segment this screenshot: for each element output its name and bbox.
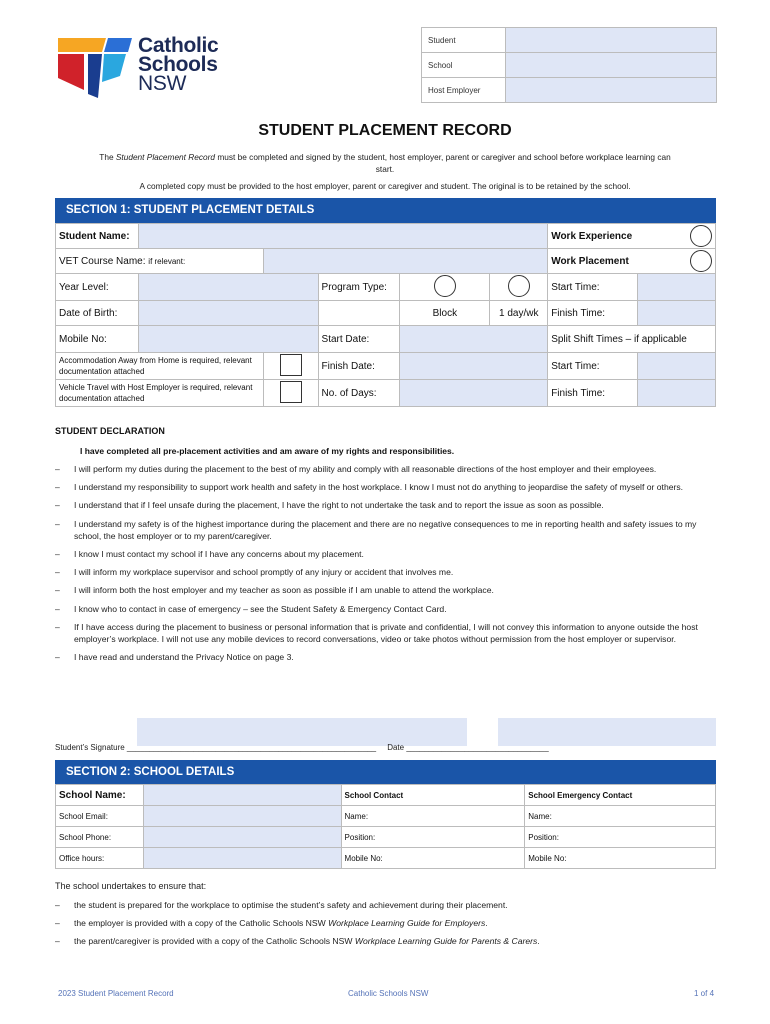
declaration-list — [55, 463, 705, 669]
list-item: – I understand that if I feel unsafe during the placement, I have the right to not undertake the task and to report the issue as soon as possible. — [55, 500, 604, 511]
contact-name-label: Name: — [341, 806, 525, 827]
year-level-field[interactable] — [138, 274, 318, 301]
mobile-field[interactable] — [138, 326, 318, 353]
footer-left: 2023 Student Placement Record — [58, 989, 174, 998]
work-placement-radio[interactable] — [690, 250, 712, 272]
list-item: – I understand my responsibility to support work health and safety in the host workplace. I know I must not do anything to jeopardise the safety of myself or others. — [55, 482, 684, 493]
dob-field[interactable] — [138, 301, 318, 326]
split-start-time-label: Start Time: — [548, 353, 638, 380]
logo-text-line1: Catholic — [138, 34, 219, 57]
list-item: – I will perform my duties during the placement to the best of my ability and comply with all reasonable directions of the host employer and their employees. — [55, 464, 657, 474]
emergency-position-label: Position: — [525, 827, 716, 848]
school-name-label: School Name: — [56, 785, 144, 806]
signature-line: Student’s Signature ________________________________________________________ Date ________________________________ — [55, 743, 549, 752]
school-email-field[interactable] — [143, 806, 341, 827]
school-name-field[interactable] — [143, 785, 341, 806]
block-label: Block — [400, 301, 490, 326]
undertakes-list — [55, 899, 705, 954]
one-day-radio[interactable] — [508, 275, 530, 297]
accommodation-checkbox[interactable] — [280, 354, 302, 376]
list-item: – I know who to contact in case of emergency – see the Student Safety & Emergency Contact Card. — [55, 603, 447, 614]
emergency-mobile-label: Mobile No: — [525, 848, 716, 869]
list-item: – If I have access during the placement to business or personal information that is private and confidential, I will not convey this information to anyone outside the host employer’s workplace. I will not use any mobile devices to record conversations, video or take photos without permission from the host employer or supervisor. — [55, 621, 698, 645]
start-date-field[interactable] — [400, 326, 548, 353]
logo-text-line2: Schools — [138, 53, 218, 76]
finish-time-field[interactable] — [638, 301, 716, 326]
school-phone-label: School Phone: — [56, 827, 144, 848]
catholic-schools-nsw-logo — [56, 36, 236, 100]
vehicle-travel-label: Vehicle Travel with Host Employer is required, relevant documentation attached — [56, 380, 264, 407]
student-name-label: Student Name: — [56, 224, 139, 249]
host-employer-field[interactable] — [506, 78, 717, 103]
office-hours-field[interactable] — [143, 848, 341, 869]
footer-center: Catholic Schools NSW — [348, 989, 429, 998]
contact-mobile-label: Mobile No: — [341, 848, 525, 869]
school-email-label: School Email: — [56, 806, 144, 827]
list-item: – I understand my safety is of the highest importance during the placement and there are no negative consequences to me in reporting health and safety issues to my school, the host employer or to my parent/caregiver. — [55, 518, 697, 541]
vet-course-label: VET Course Name: — [59, 255, 146, 267]
logo-text-line3: NSW — [138, 72, 187, 95]
one-day-label: 1 day/wk — [490, 301, 548, 326]
undertakes-heading: The school undertakes to ensure that: — [55, 881, 207, 891]
block-radio[interactable] — [434, 275, 456, 297]
start-time-field[interactable] — [638, 274, 716, 301]
signature-field[interactable] — [137, 718, 467, 746]
footer-page-number: 1 of 4 — [694, 989, 715, 998]
split-finish-time-field[interactable] — [638, 380, 716, 407]
start-date-label: Start Date: — [318, 326, 400, 353]
year-level-label: Year Level: — [56, 274, 139, 301]
num-days-field[interactable] — [400, 380, 548, 407]
date-field[interactable] — [498, 718, 716, 746]
program-type-label: Program Type: — [318, 274, 400, 301]
signature-label: Student’s Signature — [55, 743, 125, 752]
vehicle-travel-checkbox[interactable] — [280, 381, 302, 403]
section2-heading: SECTION 2: SCHOOL DETAILS — [55, 760, 716, 785]
list-item: – I will inform both the host employer and my teacher as soon as possible if I am unable to attend the workplace. — [55, 585, 494, 596]
header-info-table — [421, 27, 717, 103]
date-label: Date — [387, 743, 405, 752]
finish-date-field[interactable] — [400, 353, 548, 380]
student-field[interactable] — [506, 28, 717, 53]
list-item: – I know I must contact my school if I have any concerns about my placement. — [55, 549, 364, 560]
start-time-label: Start Time: — [548, 274, 638, 301]
school-field[interactable] — [506, 53, 717, 78]
split-finish-time-label: Finish Time: — [548, 380, 638, 407]
work-experience-radio[interactable] — [690, 225, 712, 247]
split-start-time-field[interactable] — [638, 353, 716, 380]
list-item: – the employer is provided with a copy of the Catholic Schools NSW Workplace Learning Guide for Employers. — [55, 918, 488, 929]
finish-time-label: Finish Time: — [548, 301, 638, 326]
school-label: School — [422, 53, 506, 78]
declaration-heading: STUDENT DECLARATION — [55, 426, 165, 436]
host-employer-label: Host Employer — [422, 78, 506, 103]
list-item: – the student is prepared for the workplace to optimise the student’s safety and achievement during their placement. — [55, 900, 508, 910]
list-item: – I will inform my workplace supervisor and school promptly of any injury or accident that involves me. — [55, 567, 454, 578]
placement-details-table — [55, 223, 716, 407]
declaration-lead: I have completed all pre-placement activities and am aware of my rights and responsibilities. — [80, 446, 455, 456]
split-shift-label: Split Shift Times – if applicable — [548, 326, 716, 353]
finish-date-label: Finish Date: — [318, 353, 400, 380]
school-details-table — [55, 784, 716, 869]
mobile-label: Mobile No: — [56, 326, 139, 353]
logo-mark-icon — [56, 36, 134, 100]
list-item: – I have read and understand the Privacy Notice on page 3. — [55, 652, 294, 663]
office-hours-label: Office hours: — [56, 848, 144, 869]
school-phone-field[interactable] — [143, 827, 341, 848]
if-relevant-label: if relevant: — [148, 256, 186, 266]
work-placement-label: Work Placement — [551, 255, 629, 267]
school-emergency-heading: School Emergency Contact — [525, 785, 716, 806]
accommodation-label: Accommodation Away from Home is required, relevant documentation attached — [56, 353, 264, 380]
section1-heading: SECTION 1: STUDENT PLACEMENT DETAILS — [55, 198, 716, 223]
emergency-name-label: Name: — [525, 806, 716, 827]
list-item: – the parent/caregiver is provided with a copy of the Catholic Schools NSW Workplace Learning Guide for Parents & Carers. — [55, 936, 540, 947]
student-name-field[interactable] — [138, 224, 547, 249]
contact-position-label: Position: — [341, 827, 525, 848]
vet-course-field[interactable] — [263, 249, 548, 274]
school-contact-heading: School Contact — [341, 785, 525, 806]
num-days-label: No. of Days: — [318, 380, 400, 407]
intro-text: The Student Placement Record must be completed and signed by the student, host employer, parent or caregiver and school before workplace learning can start. — [99, 152, 671, 174]
page-title: STUDENT PLACEMENT RECORD — [258, 122, 512, 139]
student-label: Student — [422, 28, 506, 53]
intro-text-copy: A completed copy must be provided to the host employer, parent or caregiver and student. The original is to be retained by the school. — [139, 181, 631, 191]
work-experience-label: Work Experience — [551, 230, 633, 242]
dob-label: Date of Birth: — [56, 301, 139, 326]
